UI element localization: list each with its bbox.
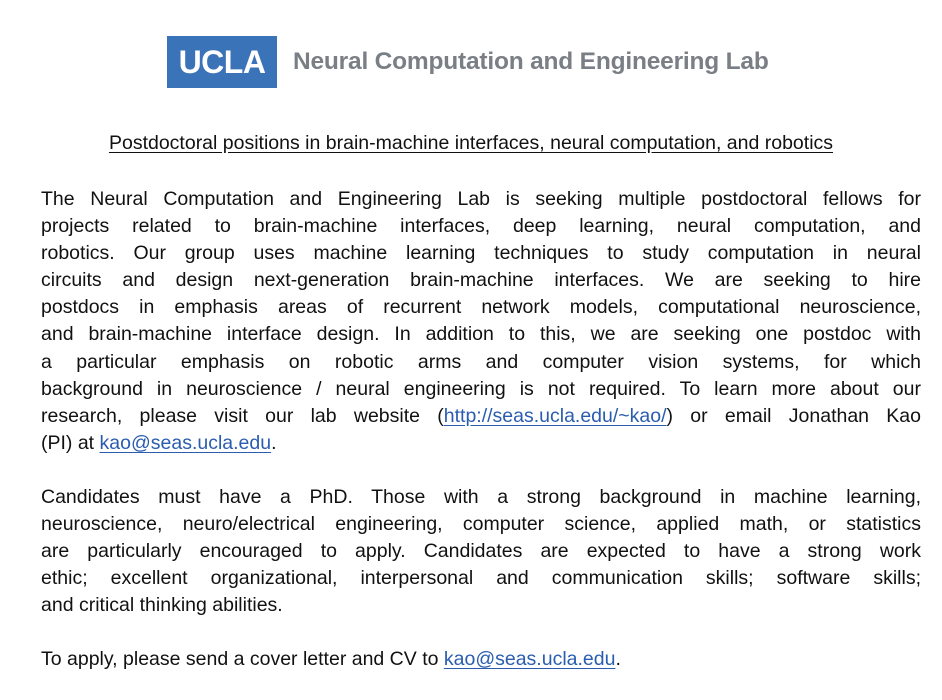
text-line: robotics. Our group uses machine learning techniques to study computation in neural (41, 242, 921, 265)
text-line: and critical thinking abilities. (41, 594, 283, 617)
text-segment: To apply, please send a cover letter and CV to (41, 648, 444, 670)
text-line: are particularly encouraged to apply. Candidates are expected to have a strong work (41, 540, 921, 563)
text-line-with-link (41, 430, 921, 457)
paragraph-apply (41, 646, 921, 673)
paragraph-description (41, 186, 921, 457)
text-segment: . (615, 648, 621, 670)
apply-email-link[interactable]: kao@seas.ucla.edu (443, 648, 616, 670)
text-line: background in neuroscience / neural engineering is not required. To learn more about our (41, 377, 921, 400)
ucla-logo (167, 36, 277, 88)
text-line: circuits and design next-generation brain-machine interfaces. We are seeking to hire (41, 269, 921, 292)
text-segment: . (271, 431, 277, 454)
text-line-with-link (41, 403, 921, 430)
text-segment: ) or email Jonathan Kao (666, 404, 921, 427)
website-link[interactable]: http://seas.ucla.edu/~kao/ (443, 404, 667, 427)
page-title: Postdoctoral positions in brain-machine interfaces, neural computation, and robotics (108, 132, 834, 154)
text-line: neuroscience, neuro/electrical engineering, computer science, applied math, or statistics (41, 513, 921, 536)
text-line-with-link (41, 646, 921, 673)
text-line: Candidates must have a PhD. Those with a strong background in machine learning, (41, 486, 921, 508)
text-segment: research, please visit our lab website ( (41, 404, 444, 427)
text-segment: (PI) at (41, 431, 100, 454)
text-line: The Neural Computation and Engineering Lab is seeking multiple postdoctoral fellows for (41, 188, 921, 210)
header (167, 36, 769, 88)
email-link[interactable]: kao@seas.ucla.edu (99, 431, 272, 454)
lab-name: Neural Computation and Engineering Lab (293, 48, 769, 75)
text-line: and brain-machine interface design. In addition to this, we are seeking one postdoc with (41, 323, 921, 346)
paragraph-requirements (41, 484, 921, 619)
text-line: ethic; excellent organizational, interpersonal and communication skills; software skills; (41, 567, 921, 590)
text-line: postdocs in emphasis areas of recurrent network models, computational neuroscience, (41, 296, 921, 319)
text-line: projects related to brain-machine interfaces, deep learning, neural computation, and (41, 215, 921, 238)
text-line: a particular emphasis on robotic arms and computer vision systems, for which (41, 350, 921, 373)
logo-text: UCLA (178, 43, 266, 80)
